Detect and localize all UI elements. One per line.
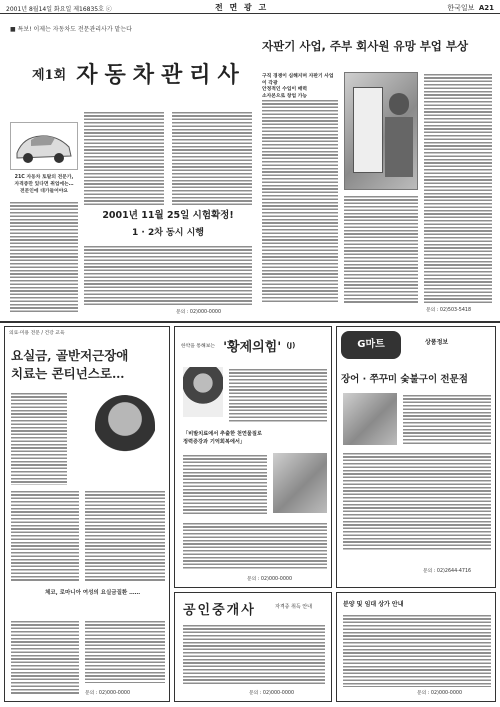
car-ad-title-block (32, 58, 247, 88)
date-line: 2001년 8월14일 화요일 제16835호 ⓒ (6, 6, 112, 13)
therapy-highlight: 체코, 로마니아 여성의 요실금질환 …… (45, 590, 141, 596)
section-title: 전 면 광 고 (215, 3, 269, 12)
car-photo (10, 122, 78, 170)
king-portrait (183, 367, 223, 417)
car-ad-caption: 21C 자동차 토탈의 전문가, 자격증만 있다면 취업에는… 전문인에 대가들어야요 (14, 175, 74, 194)
section-divider (0, 321, 500, 323)
car-advisor-ad (4, 18, 256, 318)
gmart-text-right (403, 393, 491, 445)
broker-ad (174, 592, 332, 702)
king-quote: 「비발치료에서 추출한 천연물질로 정력증강과 기억회복에서」 (183, 431, 262, 445)
broker-contact: 문의 : 02)000-0000 (249, 691, 295, 696)
exam-date-banner (88, 204, 248, 238)
king-title: '황제의힘' (223, 340, 282, 355)
king-suffix: (J) (286, 341, 296, 350)
paper-page: 한국일보 A21 (447, 4, 494, 12)
vending-ad (258, 18, 496, 318)
king-power-ad (174, 326, 332, 588)
vending-text-col3 (424, 72, 492, 304)
vending-contact: 문의 : 02)503-5418 (426, 308, 472, 313)
small-ad-text (343, 613, 491, 687)
car-ad-body-col2 (84, 110, 164, 206)
car-ad-title: 자동차관리사 (76, 62, 246, 88)
car-ad-kicker: ■ 특보! 이제는 자동차도 전문관리사가 맡는다 (10, 26, 132, 33)
therapy-text-mid-right (85, 489, 165, 581)
gmart-logo: G마트 (341, 331, 401, 359)
broker-title: 공인중개사 (183, 603, 256, 618)
exam-date: 2001년 11월 25일 시험확정! (102, 210, 234, 221)
small-ad-headline: 분양 및 임대 상가 안내 (343, 601, 404, 608)
therapy-ad (4, 326, 170, 702)
king-text-top (229, 367, 327, 423)
therapy-contact: 문의 : 02)000-0000 (85, 691, 131, 696)
course-number: 제1회 (32, 68, 67, 83)
vending-text-col1 (262, 98, 338, 303)
king-text-mid (183, 453, 267, 515)
therapy-title: 요실금, 골반저근장애 치료는 콘티넌스로… (11, 348, 129, 381)
vending-machine-photo (344, 72, 418, 190)
therapy-text-left (11, 391, 67, 485)
gmart-ad (336, 326, 496, 588)
car-ad-body-left (10, 200, 78, 314)
car-ad-contact: 문의 : 02)000-0000 (176, 310, 222, 315)
small-ad (336, 592, 496, 702)
car-ad-body-col3 (172, 110, 252, 206)
page-header (0, 0, 500, 14)
vending-text-col2 (344, 194, 418, 304)
broker-subtitle: 자격증 취득 안내 (275, 604, 312, 610)
exam-sub: 1 · 2차 동시 시행 (132, 228, 204, 238)
gmart-contact: 문의 : 02)2644-4716 (423, 569, 472, 574)
gmart-title: 장어 · 쭈꾸미 숯불구이 전문점 (341, 374, 468, 385)
therapy-text-bottom-right (85, 619, 165, 683)
small-ad-contact: 문의 : 02)000-0000 (417, 691, 463, 696)
car-ad-body-lower (84, 244, 252, 306)
vending-ad-title: 자판기 사업, 주부 회사원 유망 부업 부상 (262, 39, 469, 53)
therapy-text-bottom-left (11, 619, 79, 695)
king-kicker: 한약을 통해보는 (181, 344, 215, 349)
therapy-tag: 의료·미용 전문 / 건강 교육 (9, 331, 65, 336)
gmart-badge: 상품정보 (425, 339, 449, 346)
king-title-row (181, 335, 327, 355)
gmart-photo (343, 393, 397, 445)
vending-ad-subheads: 구직 경쟁이 심해지며 자판기 사업이 각광 안정적인 수입이 매력 소자본으로 창업 가능 (262, 74, 334, 99)
gmart-text-mid (343, 451, 491, 551)
therapy-text-mid-left (11, 489, 79, 581)
king-product-photo (273, 453, 327, 513)
doctor-portrait (95, 395, 155, 475)
broker-text (183, 623, 325, 685)
king-contact: 문의 : 02)000-0000 (247, 577, 293, 582)
king-text-bottom (183, 521, 327, 569)
